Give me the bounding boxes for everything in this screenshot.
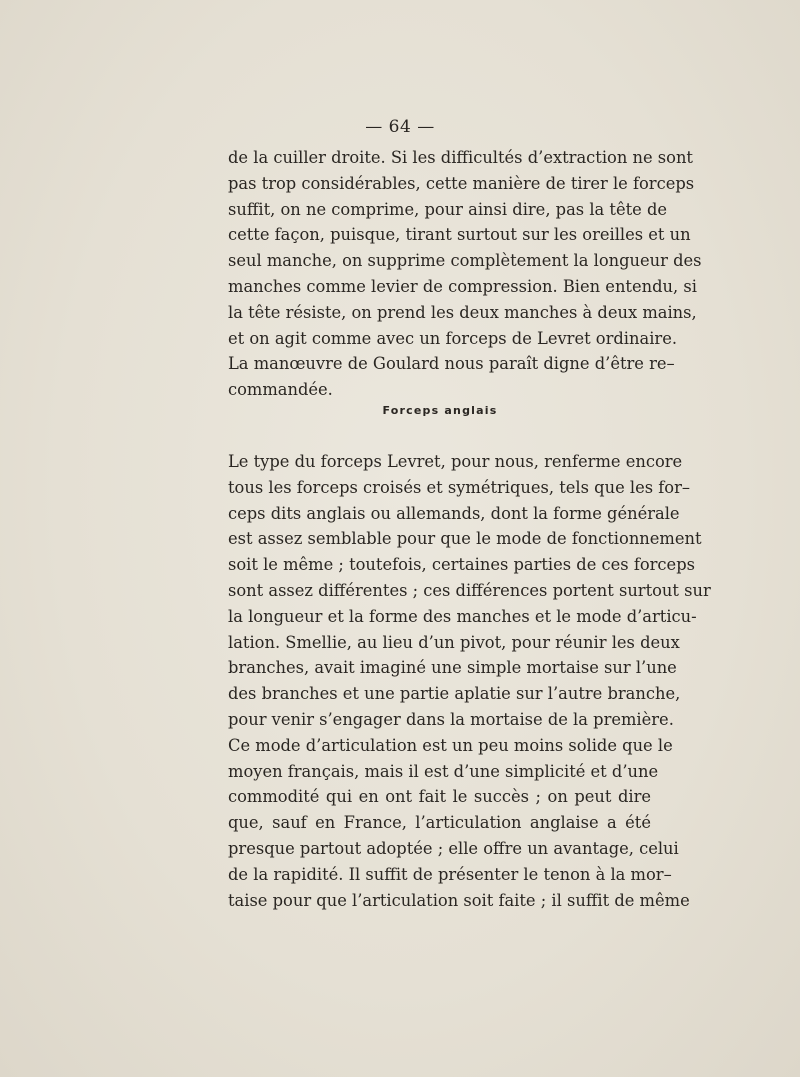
text-line: sont assez différentes ; ces différences portent surtout sur [228,580,711,600]
text-line: la longueur et la forme des manches et le mode d’articu- [228,606,697,626]
text-line: ceps dits anglais ou allemands, dont la forme générale [228,503,680,523]
text-line: seul manche, on supprime complètement la longueur des [228,251,702,271]
text-line: soit le même ; toutefois, certaines parties de ces forceps [228,555,695,575]
text-line: est assez semblable pour que le mode de fonctionnement [228,529,702,549]
text-line: cette façon, puisque, tirant surtout sur les oreilles et un [228,225,691,245]
text-line: de la rapidité. Il suffit de présenter le tenon à la mor– [228,864,672,884]
text-line: commodité qui en ont fait le succès ; on peut dire [228,787,651,807]
text-line: presque partout adoptée ; elle offre un avantage, celui [228,838,679,858]
text-line: lation. Smellie, au lieu d’un pivot, pour réunir les deux [228,632,680,652]
text-line: branches, avait imaginé une simple mortaise sur l’une [228,658,677,678]
text-line: suffit, on ne comprime, pour ainsi dire, pas la tête de [228,199,668,219]
text-line: des branches et une partie aplatie sur l’autre branche, [228,684,681,704]
page-number: — 64 — [365,117,435,137]
text-line: Le type du forceps Levret, pour nous, renferme encore [228,452,683,471]
paragraph-2 [228,449,711,913]
text-line: que, sauf en France, l’articulation anglaise a été [228,813,651,833]
text-line: pour venir s’engager dans la mortaise de la première. [228,709,674,729]
text-line: taise pour que l’articulation soit faite ; il suffit de même [228,890,690,910]
text-line: moyen français, mais il est d’une simplicité et d’une [228,761,659,781]
text-line: Ce mode d’articulation est un peu moins solide que le [228,735,673,755]
text-line: commandée. [228,380,333,400]
paragraph-1 [228,145,702,403]
text-line: tous les forceps croisés et symétriques, tels que les for– [228,477,691,497]
text-line: pas trop considérables, cette manière de tirer le forceps [228,173,695,193]
text-line: la tête résiste, on prend les deux manches à deux mains, [228,302,697,322]
section-heading: Forceps anglais [382,404,498,417]
text-line: manches comme levier de compression. Bien entendu, si [228,276,697,296]
text-line: La manœuvre de Goulard nous paraît digne d’être re– [228,354,675,374]
text-line: et on agit comme avec un forceps de Levret ordinaire. [228,328,677,348]
text-line: de la cuiller droite. Si les difficultés d’extraction ne sont [228,148,693,167]
